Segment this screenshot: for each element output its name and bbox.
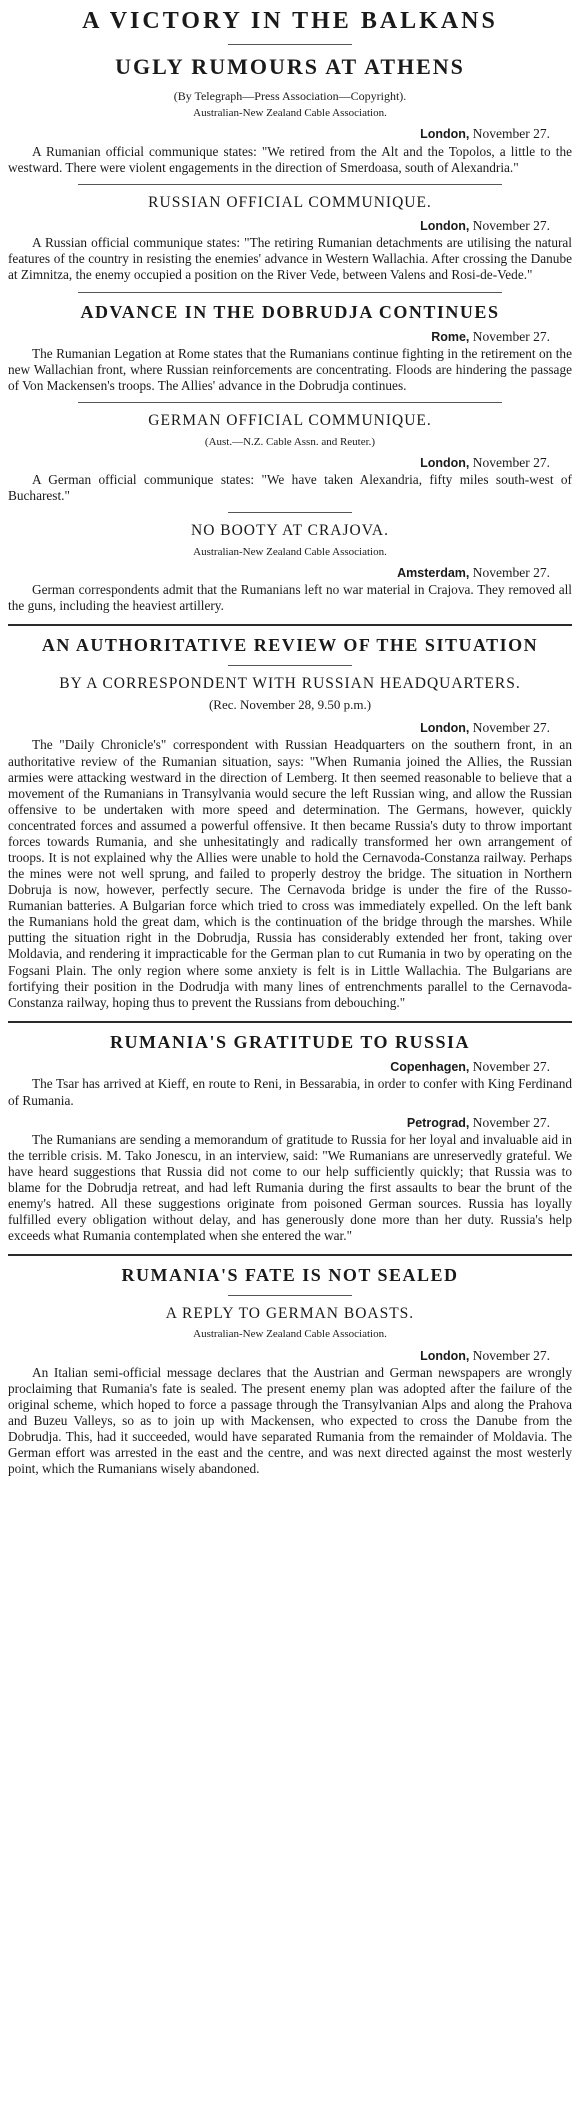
main-headline: A VICTORY IN THE BALKANS xyxy=(82,8,498,34)
heavy-divider xyxy=(8,1021,572,1023)
divider xyxy=(228,512,352,513)
cable-credit: Australian-New Zealand Cable Association. xyxy=(193,545,387,558)
dateline-place: Amsterdam, xyxy=(397,566,470,581)
article-body: The Rumanian Legation at Rome states that the Rumanians continue fighting in the retirement on the new Wallachian front, where Russian reinforcements are concentrating. Floods are hindering the passage of Von Mackensen's troops. The Allies' advance in the Dobrudja continues. xyxy=(8,346,572,394)
dateline xyxy=(8,126,550,142)
article-body: The Tsar has arrived at Kieff, en route to Reni, in Bessarabia, in order to confer with King Ferdinand of Rumania. xyxy=(8,1076,572,1108)
dateline xyxy=(8,1115,550,1131)
divider xyxy=(78,402,502,403)
section-heading: GERMAN OFFICIAL COMMUNIQUE. xyxy=(148,412,432,430)
article-german-communique xyxy=(8,411,572,504)
section-heading: RUMANIA'S GRATITUDE TO RUSSIA xyxy=(109,1031,471,1052)
dateline xyxy=(8,1348,550,1364)
article-body: An Italian semi-official message declares that the Austrian and German newspapers are wrongly proclaiming that Rumania's fate is sealed. The present enemy plan was adopted after the failure of the original scheme, which hoped to force a passage through the Transylvanian Alps and along the Prahova and Buzeu Valleys, so as to join up with Mackensen, who expected to cross the Danube from the Dobrudja. This, had it succeeded, would have separated Rumania from the remainder of Moldavia. The German effort was arrested in the east and the centre, and was next directed against the most westerly point, which the Rumanians wisely abandoned. xyxy=(8,1364,572,1477)
dateline-place: London, xyxy=(420,127,470,142)
dateline xyxy=(8,455,550,471)
secondary-headline: UGLY RUMOURS AT ATHENS xyxy=(115,54,465,79)
dateline-date: November 27. xyxy=(472,1059,550,1075)
dateline-date: November 27. xyxy=(472,720,550,736)
press-credit: (By Telegraph—Press Association—Copyright). xyxy=(173,88,407,103)
article-fate-not-sealed xyxy=(8,1264,572,1477)
dateline-place: Rome, xyxy=(431,330,470,345)
article-body: The Rumanians are sending a memorandum of gratitude to Russia for her loyal and invaluable aid in the terrible crisis. M. Tako Jonescu, in an interview, said: "We Rumanians are unreservedly grateful. We have heard suggestions that Russia did not come to our help sufficiently quickly; that Russia was to blame for the Dobrudja retreat, and had left Rumania during the first assaults to bear the brunt of the enemy's hatred. All these suggestions originate from poisoned German sources. Russia has loyally fulfilled every obligation without delay, and has generously done more than her duty. Russia's help exceeds what Rumania contemplated when she entered the war." xyxy=(8,1131,572,1244)
dateline-place: London, xyxy=(420,219,470,234)
section-heading: NO BOOTY AT CRAJOVA. xyxy=(191,522,389,540)
dateline-place: London, xyxy=(420,1348,470,1363)
dateline-date: November 27. xyxy=(472,329,550,345)
heavy-divider xyxy=(8,624,572,626)
dateline-place: Petrograd, xyxy=(406,1115,470,1130)
dateline xyxy=(8,329,550,345)
article-crajova xyxy=(8,521,572,614)
dateline xyxy=(8,720,550,736)
divider xyxy=(78,184,502,185)
article-rumanian-communique xyxy=(8,126,572,175)
dateline-date: November 27. xyxy=(472,1347,550,1363)
article-authoritative-review xyxy=(8,634,572,1010)
article-body: A Russian official communique states: "The retiring Rumanian detachments are utilising the natural features of the country in resisting the enemies' advance in Western Wallachia. After crossing the Danube at Zimnitza, the enemy occupied a position on the River Vede, between Valens and Rosi-de-Vede." xyxy=(8,235,572,283)
dateline-date: November 27. xyxy=(472,218,550,234)
section-heading: RUSSIAN OFFICIAL COMMUNIQUE. xyxy=(148,193,432,211)
section-subheading: BY A CORRESPONDENT WITH RUSSIAN HEADQUARTERS. xyxy=(59,674,521,692)
divider xyxy=(78,292,502,293)
section-subheading: A REPLY TO GERMAN BOASTS. xyxy=(165,1304,415,1322)
dateline-place: London, xyxy=(420,721,470,736)
article-dobrudja-advance xyxy=(8,301,572,395)
dateline xyxy=(8,218,550,234)
cable-credit: Australian-New Zealand Cable Association. xyxy=(193,1328,387,1341)
dateline-date: November 27. xyxy=(472,455,550,471)
article-gratitude-to-russia xyxy=(8,1031,572,1245)
section-heading: AN AUTHORITATIVE REVIEW OF THE SITUATION xyxy=(41,635,539,656)
section-heading: ADVANCE IN THE DOBRUDJA CONTINUES xyxy=(80,301,500,322)
masthead xyxy=(8,6,572,120)
divider xyxy=(228,1295,352,1296)
article-body: A German official communique states: "We have taken Alexandria, fifty miles south-west of Bucharest." xyxy=(8,472,572,504)
article-body: A Rumanian official communique states: "We retired from the Alt and the Topolos, a little to the westward. There were violent engagements in the direction of Smerdoasa, south of Alexandria." xyxy=(8,143,572,175)
dateline xyxy=(8,565,550,581)
article-russian-communique xyxy=(8,193,572,284)
dateline-place: London, xyxy=(420,456,470,471)
dateline-place: Copenhagen, xyxy=(390,1060,470,1075)
article-body: German correspondents admit that the Rumanians left no war material in Crajova. They removed all the guns, including the heaviest artillery. xyxy=(8,582,572,614)
dateline-date: November 27. xyxy=(472,126,550,142)
section-heading: RUMANIA'S FATE IS NOT SEALED xyxy=(121,1265,459,1286)
heavy-divider xyxy=(8,1254,572,1256)
divider xyxy=(228,665,352,666)
dateline xyxy=(8,1059,550,1075)
dateline-date: November 27. xyxy=(472,565,550,581)
divider xyxy=(228,44,352,45)
article-body: The "Daily Chronicle's" correspondent with Russian Headquarters on the southern front, in an authoritative review of the Rumanian situation, says: "When Rumania joined the Allies, the Russian armies were attacking westward in the direction of Lemberg. It then seemed reasonable to believe that a movement of the Rumanians in Transylvania would secure the left Russian wing, and allow the Russian offensive to be undertaken with more speed and determination. The Germans, however, quickly concentrated forces and assumed a powerful offensive. It then became Russia's duty to throw important forces towards Rumania, and she unhesitatingly and radically transformed her own arrangement of troops. It is not explained why the Allies were unable to hold the Cernavoda-Constanza railway. Perhaps the mines were not well sprung, and failed to properly destroy the bridge. The situation in Northern Dobruja is now, however, perfectly secure. The Cernavoda bridge is under the fire of the Russo-Rumanian batteries. A Bulgarian force which tried to cross was immediately expelled. On the left bank the Rumanians hold the great dam, which is the continuation of the bridge through the marshes. While putting the situation right in the Dobrudja, Russia has considerably extended her front, taking over Moldavia, and rendering it impracticable for the German plan to cut Rumania in two by operating on the Fogsani Plain. The only region where some anxiety is felt is in Little Wallachia. The Bulgarians are fortifying their position in the Dodrudja with many lines of entrenchments parallel to the Cernavoda-Constanza railway, hoping thus to prevent the Russians from debouching." xyxy=(8,737,572,1010)
dateline-date: November 27. xyxy=(472,1114,550,1130)
received-time: (Rec. November 28, 9.50 p.m.) xyxy=(208,697,372,713)
cable-credit: Australian-New Zealand Cable Association. xyxy=(193,107,387,120)
cable-credit: (Aust.—N.Z. Cable Assn. and Reuter.) xyxy=(204,435,376,448)
